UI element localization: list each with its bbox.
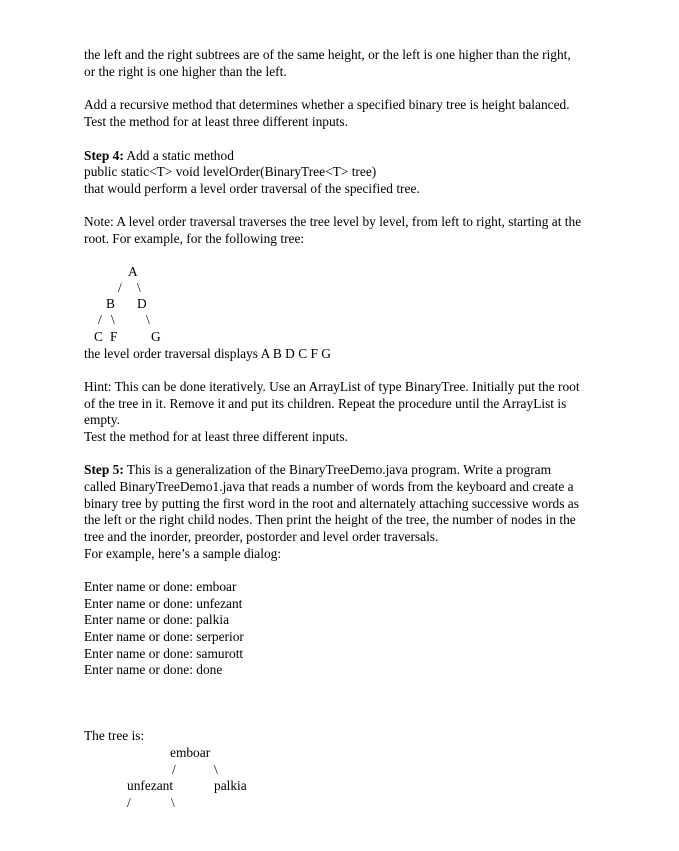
tree-node-f: F: [110, 329, 118, 344]
note-line-1: Note: A level order traversal traverses the tree level by level, from left to right, starting at the: [84, 214, 582, 229]
task3-line-1: Add a recursive method that determines whether a specified binary tree is height balanced.: [84, 97, 570, 112]
dialog-line: Enter name or done: palkia: [84, 612, 230, 627]
task3-line-2: Test the method for at least three different inputs.: [84, 114, 348, 129]
step5-line-6: For example, here’s a sample dialog:: [84, 546, 282, 561]
tree-edge: \: [111, 312, 115, 327]
tree-edge: /: [118, 280, 122, 295]
tree-node-b: B: [106, 296, 115, 311]
hint-line-1: Hint: This can be done iteratively. Use an ArrayList of type BinaryTree. Initially put the root: [84, 379, 580, 394]
step5-line-2: called BinaryTreeDemo1.java that reads a number of words from the keyboard and create a: [84, 479, 574, 494]
step4-signature: public static<T> void levelOrder(BinaryTree<T> tree): [84, 164, 377, 179]
hint-line-2: of the tree in it. Remove it and put its children. Repeat the procedure until the ArrayList is: [84, 396, 567, 411]
step4-description: that would perform a level order traversal of the specified tree.: [84, 181, 420, 196]
step4-heading: [84, 148, 234, 164]
intro-line-2: or the right is one higher than the left.: [84, 64, 287, 79]
tree-edge: \: [137, 280, 141, 295]
tree-node-c: C: [94, 329, 103, 344]
step5-text: This is a generalization of the BinaryTreeDemo.java program. Write a program: [123, 462, 552, 477]
step5-label: Step 5:: [84, 462, 124, 477]
tree-edge: /: [172, 762, 176, 777]
step5-line-5: tree and the inorder, preorder, postorder and level order traversals.: [84, 529, 439, 544]
tree-edge: \: [214, 762, 218, 777]
step5-line-3: binary tree by putting the first word in the root and alternately attaching successive words as: [84, 496, 579, 511]
hint-line-3: empty.: [84, 412, 120, 427]
dialog-line: Enter name or done: unfezant: [84, 596, 243, 611]
tree-node-g: G: [151, 329, 161, 344]
tree-edge: \: [146, 312, 150, 327]
tree-edge: \: [171, 795, 175, 810]
tree-node-d: D: [137, 296, 147, 311]
tree-output-root: emboar: [170, 745, 211, 760]
dialog-line: Enter name or done: done: [84, 662, 223, 677]
step4-label: Step 4:: [84, 148, 124, 163]
hint-line-4: Test the method for at least three different inputs.: [84, 429, 348, 444]
dialog-line: Enter name or done: serperior: [84, 629, 244, 644]
tree-edge: /: [98, 312, 102, 327]
step5-line-1: [84, 462, 551, 478]
tree-output-heading: The tree is:: [84, 728, 145, 743]
note-line-2: root. For example, for the following tree:: [84, 231, 305, 246]
step5-line-4: the left or the right child nodes. Then print the height of the tree, the number of nodes in the: [84, 512, 576, 527]
tree-node-a: A: [128, 264, 138, 279]
level-order-result: the level order traversal displays A B D C F G: [84, 346, 331, 361]
tree-output-right: palkia: [214, 778, 247, 793]
dialog-line: Enter name or done: samurott: [84, 646, 244, 661]
dialog-line: Enter name or done: emboar: [84, 579, 237, 594]
step4-title: Add a static method: [123, 148, 234, 163]
tree-output-left: unfezant: [127, 778, 174, 793]
intro-line-1: the left and the right subtrees are of the same height, or the left is one higher than the right,: [84, 47, 571, 62]
tree-edge: /: [127, 795, 131, 810]
